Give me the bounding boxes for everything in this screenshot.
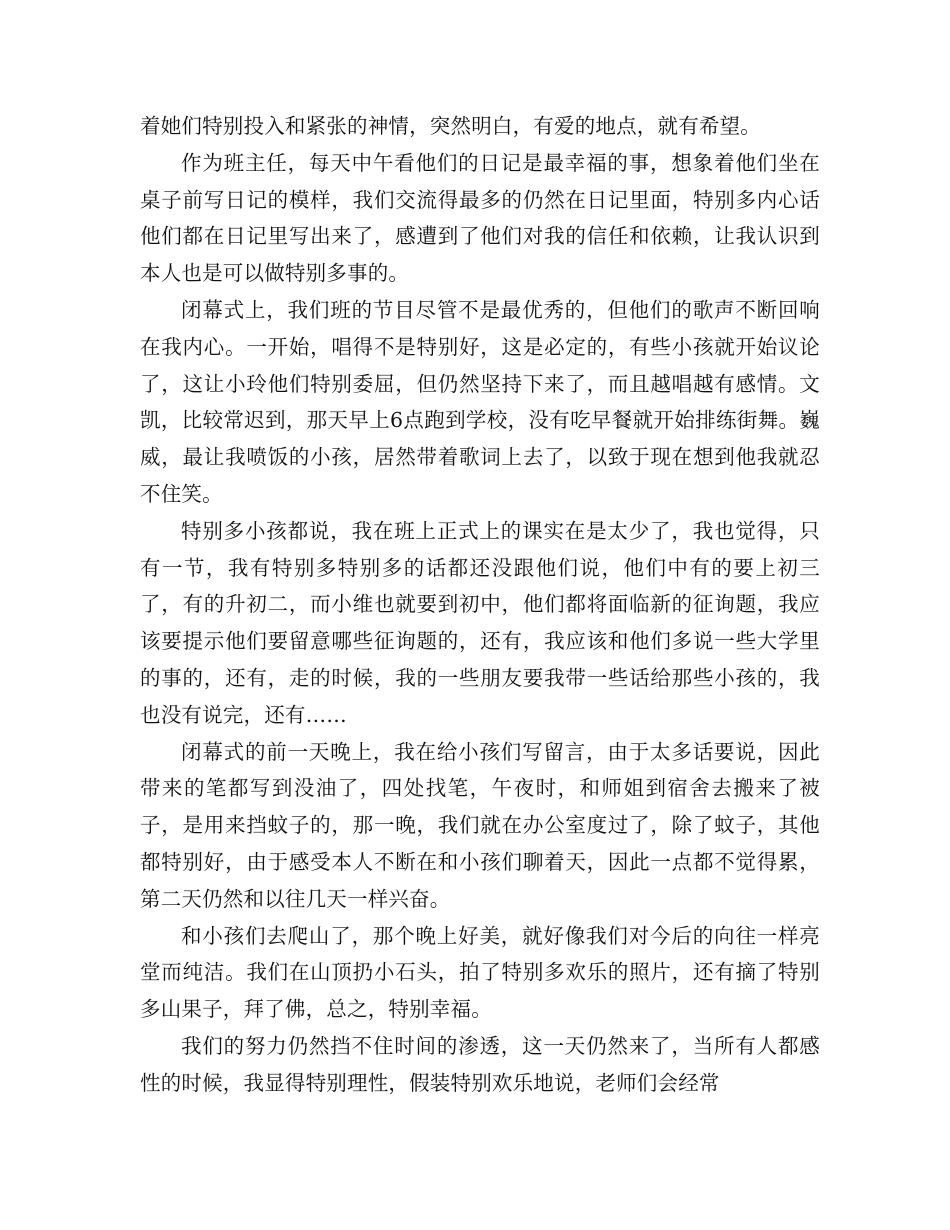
paragraph-7: 我们的努力仍然挡不住时间的渗透，这一天仍然来了，当所有人都感性的时候，我显得特别理性，假装特别欢乐地说，老师们会经常	[140, 1033, 820, 1095]
paragraph-5: 闭幕式的前一天晚上，我在给小孩们写留言，由于太多话要说，因此带来的笔都写到没油了，四处找笔，午夜时，和师姐到宿舍去搬来了被子，是用来挡蚊子的，那一晚，我们就在办公室度过了，除了蚊子，其他都特别好，由于感受本人不断在和小孩们聊着天，因此一点都不觉得累，第二天仍然和以往几天一样兴奋。	[140, 739, 820, 911]
paragraph-4: 特别多小孩都说，我在班上正式上的课实在是太少了，我也觉得，只有一节，我有特别多特别多的话都还没跟他们说，他们中有的要上初三了，有的升初二，而小维也就要到初中，他们都将面临新的征询题，我应该要提示他们要留意哪些征询题的，还有，我应该和他们多说一些大学里的事的，还有，走的时候，我的一些朋友要我带一些话给那些小孩的，我也没有说完，还有……	[140, 518, 820, 727]
paragraph-1: 着她们特别投入和紧张的神情，突然明白，有爱的地点，就有希望。	[140, 114, 761, 138]
paragraph-3: 闭幕式上，我们班的节目尽管不是最优秀的，但他们的歌声不断回响在我内心。一开始，唱得不是特别好，这是必定的，有些小孩就开始议论了，这让小玲他们特别委屈，但仍然坚持下来了，而且越唱越有感情。文凯，比较常迟到，那天早上6点跑到学校，没有吃早餐就开始排练街舞。巍威，最让我喷饭的小孩，居然带着歌词上去了，以致于现在想到他我就忍不住笑。	[140, 297, 820, 506]
paragraph-6: 和小孩们去爬山了，那个晚上好美，就好像我们对今后的向往一样亮堂而纯洁。我们在山顶扔小石头，拍了特别多欢乐的照片，还有摘了特别多山果子，拜了佛，总之，特别幸福。	[140, 923, 820, 1022]
paragraph-2: 作为班主任，每天中午看他们的日记是最幸福的事，想象着他们坐在桌子前写日记的模样，我们交流得最多的仍然在日记里面，特别多内心话他们都在日记里写出来了，感遭到了他们对我的信任和依赖，让我认识到本人也是可以做特别多事的。	[140, 150, 820, 286]
document-page	[140, 108, 820, 1102]
